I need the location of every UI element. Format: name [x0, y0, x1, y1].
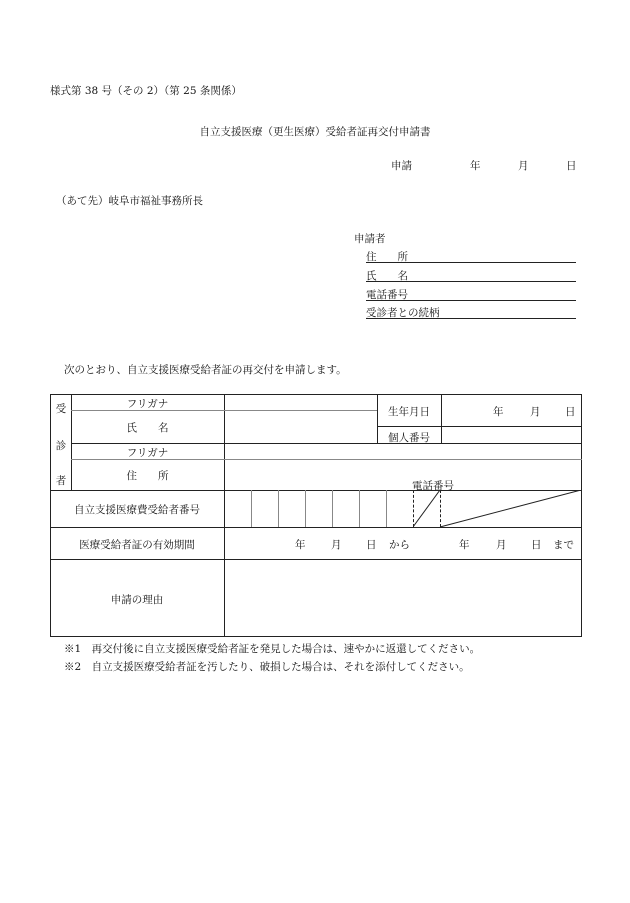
date-month: 月 — [518, 160, 529, 172]
validity-from-suffix: から — [389, 539, 410, 551]
applicant-address-line[interactable] — [366, 262, 576, 263]
my-number-input[interactable] — [442, 427, 581, 442]
side-label-2: 診 — [55, 440, 67, 452]
my-number-label: 個人番号 — [388, 432, 430, 444]
applicant-name-line[interactable] — [366, 281, 576, 282]
form-title: 自立支援医療（更生医療）受給者証再交付申請書 — [199, 126, 431, 138]
validity-to-suffix: まで — [553, 539, 574, 551]
recipient-number-diagonals — [413, 490, 582, 528]
form-number: 様式第 38 号（その 2）（第 25 条関係） — [50, 85, 242, 97]
applicant-relation-line[interactable] — [366, 318, 576, 319]
validity-label: 医療受給者証の有効期間 — [79, 539, 195, 551]
applicant-phone-line[interactable] — [366, 300, 576, 301]
date-label: 申請 — [391, 160, 412, 172]
recipient-number-input[interactable] — [225, 491, 413, 527]
furigana-input[interactable] — [225, 395, 376, 410]
intro-text: 次のとおり、自立支援医療受給者証の再交付を申請します。 — [64, 364, 347, 376]
addressee: （あて先）岐阜市福祉事務所長 — [56, 195, 203, 207]
reason-label: 申請の理由 — [110, 594, 164, 606]
address-furigana-input[interactable] — [225, 444, 581, 459]
address-input[interactable] — [225, 460, 581, 490]
applicant-address-label: 住 所 — [366, 251, 408, 263]
name-label: 氏 名 — [126, 422, 169, 434]
address-furigana-label: フリガナ — [126, 447, 169, 459]
applicant-relation-label: 受診者との続柄 — [366, 307, 440, 319]
birthdate-month: 月 — [530, 406, 541, 418]
note-2: ※2 自立支援医療受給者証を汚したり、破損した場合は、それを添付してください。 — [64, 661, 470, 673]
validity-from-year: 年 — [295, 539, 306, 551]
validity-input[interactable] — [225, 528, 581, 559]
validity-to-month: 月 — [496, 539, 507, 551]
address-label: 住 所 — [126, 470, 169, 482]
side-label-3: 者 — [55, 475, 67, 487]
name-input[interactable] — [225, 411, 376, 442]
birthdate-label: 生年月日 — [388, 406, 430, 418]
recipient-number-label: 自立支援医療費受給者番号 — [74, 504, 200, 516]
validity-from-month: 月 — [331, 539, 342, 551]
birthdate-input[interactable] — [442, 395, 581, 426]
applicant-phone-label: 電話番号 — [366, 289, 408, 301]
date-year: 年 — [470, 160, 481, 172]
validity-to-day: 日 — [531, 539, 542, 551]
furigana-label: フリガナ — [126, 398, 169, 410]
validity-to-year: 年 — [459, 539, 470, 551]
birthdate-day: 日 — [565, 406, 576, 418]
birthdate-year: 年 — [493, 406, 504, 418]
applicant-name-label: 氏 名 — [366, 270, 408, 282]
validity-from-day: 日 — [366, 539, 377, 551]
date-day: 日 — [566, 160, 577, 172]
phone-label: 電話番号 — [412, 480, 454, 492]
reason-input[interactable] — [225, 560, 581, 636]
applicant-heading: 申請者 — [354, 233, 386, 245]
note-1: ※1 再交付後に自立支援医療受給者証を発見した場合は、速やかに返還してください。 — [64, 643, 481, 655]
side-label-1: 受 — [55, 403, 67, 415]
